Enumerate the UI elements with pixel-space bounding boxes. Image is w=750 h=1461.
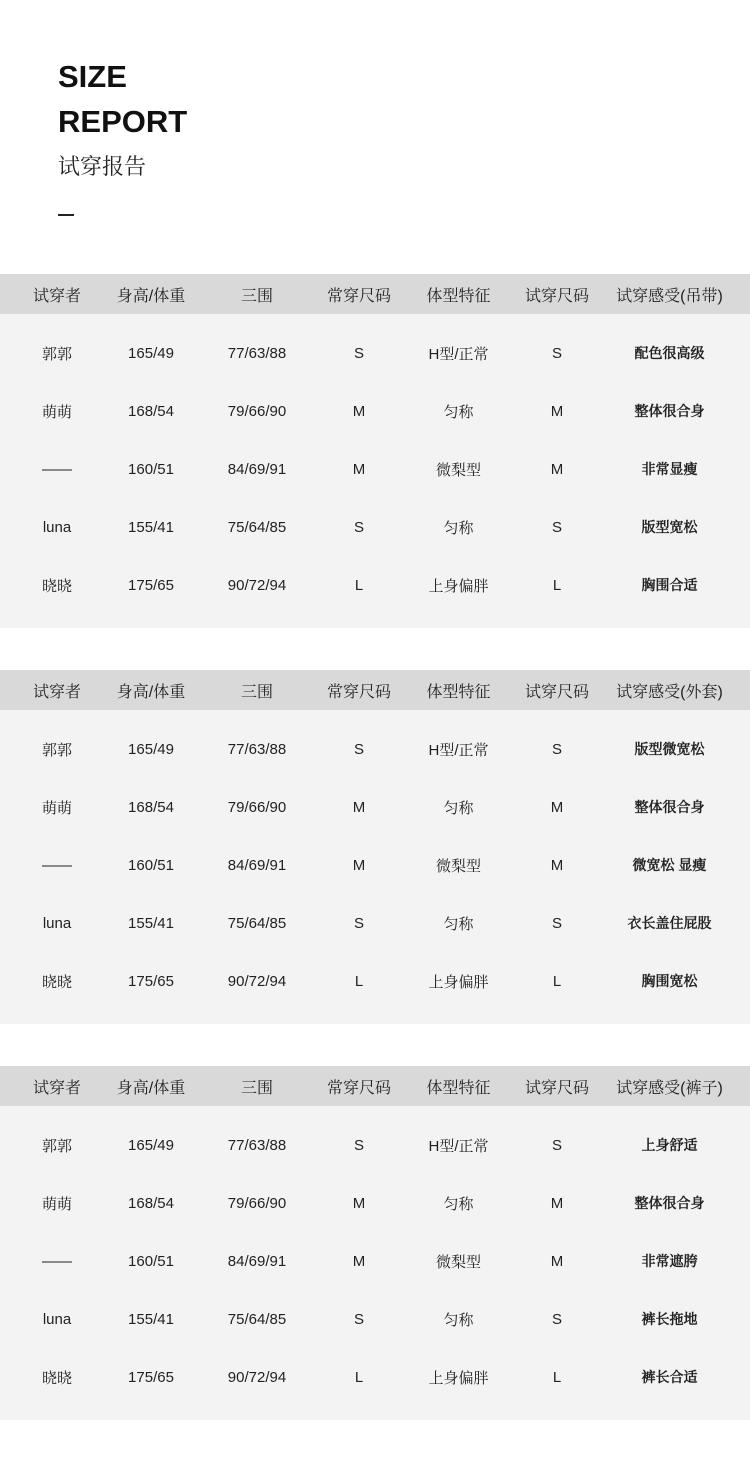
table-cell-tried: S (551, 518, 562, 536)
title-divider (58, 214, 74, 216)
table-cell-usual: S (353, 914, 364, 932)
report-header (58, 54, 187, 216)
table-cell-usual: S (353, 740, 364, 758)
table-cell-feel: 非常显瘦 (641, 461, 698, 477)
table-cell-tried: M (550, 798, 564, 816)
table-row (0, 952, 750, 1010)
table-row (0, 440, 750, 498)
table-cell-bwh: 77/63/88 (227, 344, 287, 362)
table-cell-feel: 版型宽松 (641, 519, 698, 535)
column-header: 试穿尺码 (525, 287, 590, 305)
column-header: 常穿尺码 (326, 1079, 391, 1097)
table-cell-feel: 裤长拖地 (641, 1311, 698, 1327)
table-cell-feel: 整体很合身 (634, 1195, 705, 1211)
table-cell-feel: 裤长合适 (641, 1369, 698, 1385)
table-cell-usual: M (352, 1194, 366, 1212)
table-row (0, 1232, 750, 1290)
table-cell-tried: M (550, 402, 564, 420)
table-cell-name: 郭郭 (41, 1137, 72, 1155)
table-row (0, 556, 750, 614)
table-cell-hw: 165/49 (128, 1136, 174, 1154)
table-row (0, 1174, 750, 1232)
table-cell-name: 萌萌 (41, 1195, 72, 1213)
column-header: 试穿感受(裤子) (616, 1079, 723, 1097)
table-cell-feel: 上身舒适 (641, 1137, 698, 1153)
table-cell-tried: M (550, 1252, 564, 1270)
table-cell-name: 晓晓 (41, 577, 72, 595)
table-cell-body: 匀称 (443, 1195, 474, 1213)
table-cell-body: 匀称 (443, 1311, 474, 1329)
table-row (0, 1116, 750, 1174)
column-header: 试穿尺码 (525, 1079, 590, 1097)
table-cell-bwh: 75/64/85 (227, 914, 287, 932)
table-cell-hw: 175/65 (128, 972, 174, 990)
table-cell-name: luna (42, 518, 72, 536)
table-cell-name: luna (42, 914, 72, 932)
table-cell-name: —— (42, 856, 72, 874)
table-row (0, 1348, 750, 1406)
table-cell-usual: M (352, 1252, 366, 1270)
table-cell-body: 匀称 (443, 403, 474, 421)
table-row (0, 324, 750, 382)
table-cell-bwh: 77/63/88 (227, 740, 287, 758)
table-header-row (0, 670, 750, 710)
table-cell-bwh: 90/72/94 (227, 972, 287, 990)
table-cell-usual: S (353, 518, 364, 536)
column-header: 体型特征 (426, 683, 491, 701)
page-subtitle: 试穿报告 (58, 154, 147, 179)
column-header: 常穿尺码 (326, 287, 391, 305)
table-cell-usual: S (353, 344, 364, 362)
table-cell-body: 上身偏胖 (428, 1369, 489, 1387)
table-cell-hw: 155/41 (128, 1310, 174, 1328)
title-line-size: SIZE (58, 59, 127, 94)
table-cell-hw: 160/51 (128, 1252, 174, 1270)
title-line-report: REPORT (58, 104, 188, 139)
table-cell-hw: 155/41 (128, 914, 174, 932)
table-cell-hw: 175/65 (128, 1368, 174, 1386)
table-row (0, 894, 750, 952)
table-body (0, 1106, 750, 1420)
table-cell-bwh: 79/66/90 (227, 402, 287, 420)
table-cell-usual: L (354, 576, 364, 594)
table-cell-body: H型/正常 (428, 345, 489, 363)
table-cell-bwh: 90/72/94 (227, 1368, 287, 1386)
table-cell-hw: 168/54 (128, 1194, 174, 1212)
column-header: 试穿者 (32, 1079, 81, 1097)
column-header: 试穿者 (32, 287, 81, 305)
table-cell-body: 上身偏胖 (428, 577, 489, 595)
table-cell-usual: M (352, 798, 366, 816)
column-header: 试穿尺码 (525, 683, 590, 701)
column-header: 体型特征 (426, 1079, 491, 1097)
table-cell-bwh: 84/69/91 (227, 460, 287, 478)
table-cell-bwh: 75/64/85 (227, 518, 287, 536)
table-cell-feel: 衣长盖住屁股 (627, 915, 712, 931)
table-cell-hw: 168/54 (128, 798, 174, 816)
table-cell-tried: S (551, 740, 562, 758)
table-cell-tried: M (550, 1194, 564, 1212)
table-cell-bwh: 90/72/94 (227, 576, 287, 594)
size-table (0, 1066, 750, 1420)
table-cell-usual: M (352, 856, 366, 874)
table-cell-hw: 165/49 (128, 740, 174, 758)
table-cell-name: luna (42, 1310, 72, 1328)
column-header: 三围 (240, 287, 273, 305)
table-cell-hw: 160/51 (128, 856, 174, 874)
table-cell-feel: 胸围合适 (641, 577, 698, 593)
table-body (0, 314, 750, 628)
table-cell-tried: L (552, 972, 562, 990)
table-cell-tried: S (551, 1136, 562, 1154)
column-header: 试穿感受(外套) (616, 683, 723, 701)
table-cell-body: 匀称 (443, 519, 474, 537)
table-body (0, 710, 750, 1024)
table-cell-tried: M (550, 460, 564, 478)
table-cell-feel: 整体很合身 (634, 799, 705, 815)
column-header: 三围 (240, 683, 273, 701)
table-header-row (0, 274, 750, 314)
table-cell-feel: 微宽松 显瘦 (632, 857, 707, 873)
table-cell-body: 匀称 (443, 915, 474, 933)
table-cell-body: H型/正常 (428, 1137, 489, 1155)
table-cell-body: 匀称 (443, 799, 474, 817)
table-cell-usual: S (353, 1310, 364, 1328)
size-table (0, 670, 750, 1024)
column-header: 身高/体重 (116, 1079, 186, 1097)
table-cell-hw: 155/41 (128, 518, 174, 536)
table-row (0, 382, 750, 440)
table-cell-feel: 整体很合身 (634, 403, 705, 419)
table-cell-bwh: 77/63/88 (227, 1136, 287, 1154)
table-cell-name: 萌萌 (41, 403, 72, 421)
table-cell-usual: L (354, 972, 364, 990)
table-cell-body: 上身偏胖 (428, 973, 489, 991)
table-cell-feel: 版型微宽松 (634, 741, 705, 757)
table-row (0, 836, 750, 894)
table-cell-usual: S (353, 1136, 364, 1154)
table-cell-usual: M (352, 460, 366, 478)
table-header-row (0, 1066, 750, 1106)
table-row (0, 1290, 750, 1348)
table-cell-usual: L (354, 1368, 364, 1386)
column-header: 体型特征 (426, 287, 491, 305)
table-cell-body: H型/正常 (428, 741, 489, 759)
table-row (0, 498, 750, 556)
table-cell-bwh: 75/64/85 (227, 1310, 287, 1328)
table-cell-name: 萌萌 (41, 799, 72, 817)
table-cell-tried: L (552, 576, 562, 594)
table-cell-tried: S (551, 914, 562, 932)
table-cell-bwh: 79/66/90 (227, 798, 287, 816)
table-cell-hw: 165/49 (128, 344, 174, 362)
column-header: 试穿者 (32, 683, 81, 701)
table-cell-usual: M (352, 402, 366, 420)
table-cell-hw: 160/51 (128, 460, 174, 478)
table-cell-bwh: 79/66/90 (227, 1194, 287, 1212)
table-cell-feel: 非常遮胯 (641, 1253, 698, 1269)
column-header: 常穿尺码 (326, 683, 391, 701)
table-cell-feel: 配色很高级 (634, 345, 705, 361)
column-header: 试穿感受(吊带) (616, 287, 723, 305)
table-cell-name: —— (42, 460, 72, 478)
table-cell-name: 郭郭 (41, 741, 72, 759)
table-cell-body: 微梨型 (435, 461, 481, 479)
table-cell-name: 晓晓 (41, 1369, 72, 1387)
column-header: 身高/体重 (116, 683, 186, 701)
table-cell-tried: S (551, 1310, 562, 1328)
table-cell-hw: 168/54 (128, 402, 174, 420)
table-cell-body: 微梨型 (435, 1253, 481, 1271)
table-cell-bwh: 84/69/91 (227, 1252, 287, 1270)
table-cell-hw: 175/65 (128, 576, 174, 594)
table-cell-bwh: 84/69/91 (227, 856, 287, 874)
table-cell-tried: S (551, 344, 562, 362)
table-cell-name: —— (42, 1252, 72, 1270)
table-cell-tried: L (552, 1368, 562, 1386)
table-cell-name: 晓晓 (41, 973, 72, 991)
table-cell-name: 郭郭 (41, 345, 72, 363)
table-cell-feel: 胸围宽松 (641, 973, 698, 989)
table-row (0, 720, 750, 778)
table-cell-tried: M (550, 856, 564, 874)
column-header: 三围 (240, 1079, 273, 1097)
column-header: 身高/体重 (116, 287, 186, 305)
table-cell-body: 微梨型 (435, 857, 481, 875)
size-table (0, 274, 750, 628)
table-row (0, 778, 750, 836)
